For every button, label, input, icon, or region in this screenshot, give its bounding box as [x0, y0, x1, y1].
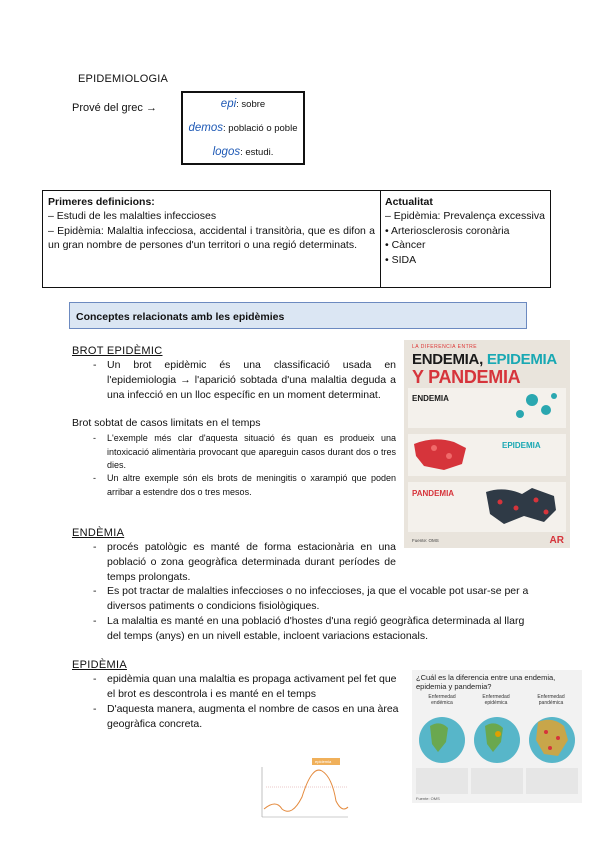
document-title: EPIDEMIOLOGIA	[78, 73, 169, 85]
list-item: - Es pot tractar de malalties infeccioses o no infeccioses, ja que el vocable pot usar-se per a diversos patiments o condicions fisiològiques.	[93, 585, 529, 612]
definitions-left-cell	[43, 191, 381, 287]
definition-item: • Càncer	[385, 239, 426, 252]
definition-item: • Arteriosclerosis coronària	[385, 224, 510, 237]
curve-label: epidemia	[315, 759, 332, 764]
definitions-left-title: Primeres definicions:	[48, 196, 155, 208]
endemia-epidemia-pandemia-infographic: LA DIFERENCIA ENTRE ENDEMIA, EPIDEMIA Y PANDEMIA ENDEMIA EPIDEMIA PANDEMIA Fuente: OMS AR	[404, 340, 570, 548]
definition-item: – Epidèmia: Prevalença excessiva	[385, 210, 545, 223]
list-item: - La malaltia es manté en una població d'hostes d'una regió geogràfica determinada al llarg del temps (anys) en un nivell estable, incloent variacions estacionals.	[93, 615, 525, 642]
list-item: - L'exemple més clar d'aquesta situació és quan es produeix una intoxicació alimentària provocant que apareguin casos durant dos o tres dies.	[93, 433, 396, 470]
infographic-illustration	[404, 384, 570, 534]
section-title-endemia: ENDÈMIA	[72, 527, 125, 539]
section-title-brot: BROT EPIDÈMIC	[72, 345, 163, 357]
concepts-heading-box: Conceptes relacionats amb les epidèmies	[69, 302, 527, 329]
definition-item: – Estudi de les malalties infeccioses	[48, 210, 217, 223]
brot-subtitle: Brot sobtat de casos limitats en el temps	[72, 417, 261, 429]
epidemic-curve	[252, 757, 352, 829]
etymology-logos: logos: estudi.	[212, 146, 274, 158]
definitions-table	[42, 190, 551, 288]
list-item: - procés patològic es manté de forma estacionària en una població o zona geogràfica determinada durant períodes de temps prolongats.	[93, 541, 396, 583]
list-item: - D'aquesta manera, augmenta el nombre de casos en una àrea geogràfica concreta.	[93, 703, 399, 730]
definitions-right-cell	[381, 191, 550, 287]
definitions-right-title: Actualitat	[385, 196, 433, 208]
list-item: - Un brot epidèmic és una classificació usada en l'epidemiologia → l'aparició sobtada d'una malaltia deguda a una infecció en un lloc específic en un moment determinat.	[93, 359, 396, 401]
etymology-box	[181, 91, 305, 165]
globe-illustrations	[412, 708, 582, 794]
section-title-epidemia: EPIDÈMIA	[72, 659, 127, 671]
list-item: - Un altre exemple són els brots de meningitis o xarampió que poden arribar a estendre dos o tres mesos.	[93, 473, 396, 497]
epidemic-curve-chart	[252, 757, 352, 829]
definition-item: • SIDA	[385, 253, 417, 266]
list-item: - epidèmia quan una malaltia es propaga activament pel fet que el brot es descontrola i es manté en el temps	[93, 673, 397, 700]
disease-comparison-infographic: ¿Cuál es la diferencia entre una endemia, epidemia y pandemia? Enfermedad endémica Enfermedad epidémica Enfermedad pandémica Fuente: OMS	[412, 670, 582, 803]
etymology-epi: epi: sobre	[220, 98, 266, 110]
etymology-demos: demos: població o poble	[188, 122, 298, 134]
logo: AR	[549, 535, 564, 546]
definition-item: – Epidèmia: Malaltia infecciosa, accidental i transitòria, que es difon a un gran nombre de persones d'un territori o una regió determinats.	[48, 224, 375, 252]
origin-text: Prové del grec →	[72, 102, 157, 114]
